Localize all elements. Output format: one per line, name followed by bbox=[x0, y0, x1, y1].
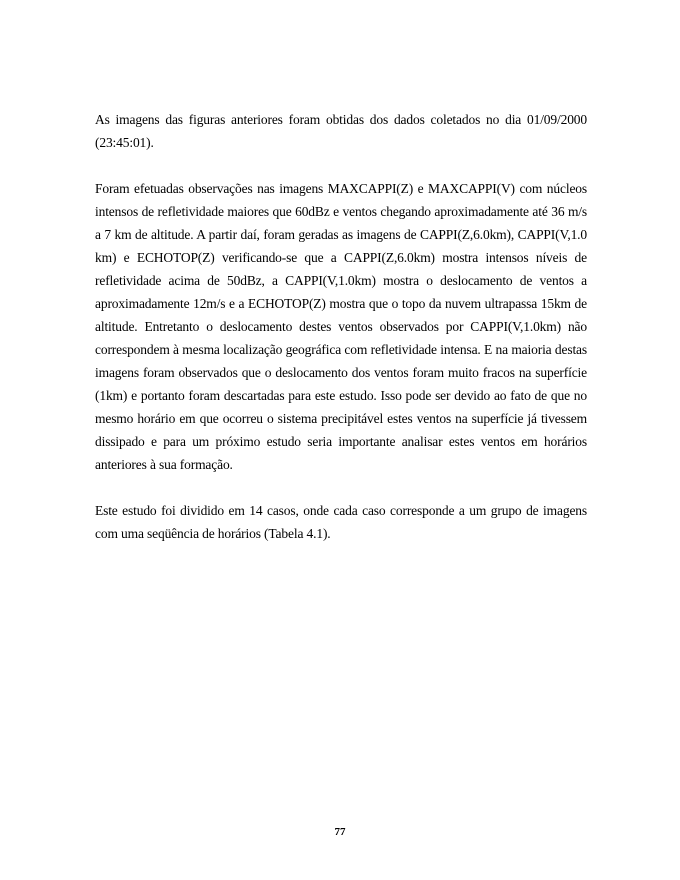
paragraph-observations: Foram efetuadas observações nas imagens MAXCAPPI(Z) e MAXCAPPI(V) com núcleos intensos de refletividade maiores que 60dBz e ventos chegando aproximadamente até 36 m/s a 7 km de altitude. A partir daí, foram geradas as imagens de CAPPI(Z,6.0km), CAPPI(V,1.0 km) e ECHOTOP(Z) verificando-se que a CAPPI(Z,6.0km) mostra intensos níveis de refletividade acima de 50dBz, a CAPPI(V,1.0km) mostra o deslocamento de ventos a aproximadamente 12m/s e a ECHOTOP(Z) mostra que o topo da nuvem ultrapassa 15km de altitude. Entretanto o deslocamento destes ventos observados por CAPPI(V,1.0km) não correspondem à mesma localização geográfica com refletividade intensa. E na maioria destas imagens foram observados que o deslocamento dos ventos foram muito fracos na superfície (1km) e portanto foram descartadas para este estudo. Isso pode ser devido ao fato de que no mesmo horário em que ocorreu o sistema precipitável estes ventos na superfície já tivessem dissipado e para um próximo estudo seria importante analisar estes ventos em horários anteriores à sua formação. bbox=[95, 181, 587, 472]
paragraph-data-source: As imagens das figuras anteriores foram obtidas dos dados coletados no dia 01/09/2000 (23:45:01). bbox=[95, 112, 587, 150]
paragraph-study-cases: Este estudo foi dividido em 14 casos, onde cada caso corresponde a um grupo de imagens com uma seqüência de horários (Tabela 4.1). bbox=[95, 503, 587, 541]
page-number: 77 bbox=[334, 826, 346, 838]
